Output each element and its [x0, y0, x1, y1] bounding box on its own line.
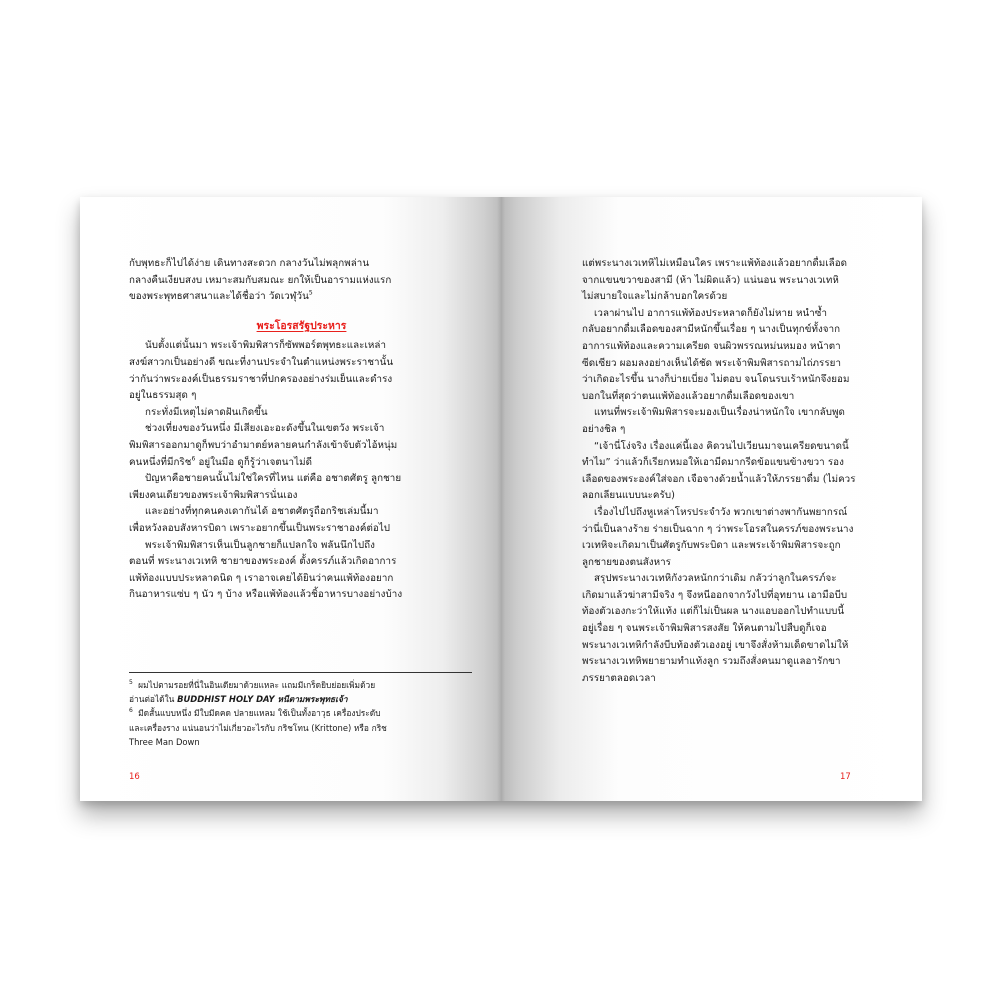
body-line: กับพุทธะก็ไปได้ง่าย เดินทางสะดวก กลางวันไม่พลุกพล่าน	[129, 258, 370, 269]
page-number-right: 17	[840, 772, 851, 782]
body-line: และอย่างที่ทุกคนคงเดากันได้ อชาตศัตรูถือกริชเล่มนี้มา	[145, 506, 379, 518]
body-line: พระนางเวเทหิกำลังบีบท้องตัวเองอยู่ เขาจึงสั่งห้ามเด็ดขาดไม่ให้	[582, 639, 849, 651]
page-number-left: 16	[129, 772, 140, 782]
body-line: สรุปพระนางเวเทหิกังวลหนักกว่าเดิม กลัวว่าลูกในครรภ์จะ	[594, 573, 837, 585]
body-line-text: คนหนึ่งที่มีกริช	[129, 456, 192, 468]
body-line: “เจ้านี่โง่จริง เรื่องแค่นี้เอง คิดวนไปเวียนมาจนเครียดขนาดนี้	[594, 440, 849, 452]
body-line: ซีดเซียว ผอมลงอย่างเห็นได้ชัด พระเจ้าพิมพิสารถามไถ่ภรรยา	[582, 357, 842, 369]
footnote-6	[129, 706, 474, 720]
body-line: ลูกชายของตนสังหาร	[582, 556, 671, 568]
left-page	[80, 197, 501, 801]
body-line: ว่ากันว่าพระองค์เป็นธรรมราชาที่ปกครองอย่างร่มเย็นและดำรง	[129, 373, 393, 385]
body-line: ทำไม” ว่าแล้วก็เรียกหมอให้เอามีดมากรีดข้อแขนข้างขวา รอง	[582, 457, 844, 469]
body-line: พระนางเวเทหิพยายามทำแท้งลูก รวมถึงสั่งคนมาดูแลอารักขา	[582, 656, 841, 668]
footnote-text: อ่านต่อได้ใน	[129, 694, 178, 705]
body-line: แพ้ท้องแบบประหลาดนิด ๆ เราอาจเคยได้ยินว่าคนแพ้ท้องอยาก	[129, 572, 394, 584]
footnote-5	[129, 678, 474, 692]
body-line-text: ของพระพุทธศาสนาและได้ชื่อว่า วัดเวฬุวัน	[129, 291, 309, 303]
footnote-ref-5[interactable]: 5	[308, 289, 313, 297]
body-line	[129, 289, 474, 306]
body-line: เวเทหิจะเกิดมาเป็นศัตรูกับพระบิดา และพระเจ้าพิมพิสารจะถูก	[582, 540, 841, 552]
body-line: ท้องตัวเองกะว่าให้แท้ง แต่ก็ไม่เป็นผล นางแอบออกไปทำแบบนี้	[582, 606, 845, 618]
left-page-body	[129, 256, 474, 604]
footnote-number: 6	[129, 707, 133, 715]
body-line: นับตั้งแต่นั้นมา พระเจ้าพิมพิสารก็ซัพพอร์ตพุทธะและเหล่า	[145, 340, 386, 352]
book-spine	[497, 197, 505, 801]
body-line: แทนที่พระเจ้าพิมพิสารจะมองเป็นเรื่องน่าหนักใจ เขากลับพูด	[594, 407, 845, 419]
body-line: เพียงคนเดียวของพระเจ้าพิมพิสารนั่นเอง	[129, 489, 298, 501]
body-line	[129, 455, 474, 472]
body-line: พระเจ้าพิมพิสารเห็นเป็นลูกชายก็แปลกใจ พลันนึกไปถึง	[145, 539, 375, 551]
body-line: ตอนที่ พระนางเวเทหิ ชายาของพระองค์ ตั้งครรภ์แล้วเกิดอาการ	[129, 556, 397, 568]
body-line: ลอกเลียนแบบนะครับ)	[582, 490, 675, 502]
footnote-text: ผมไปตามรอยที่นี่ในอินเดียมาด้วยแหละ แถมมีเกร็ดยิบย่อยเพิ่มด้วย	[138, 680, 376, 690]
footnote-5-cont	[129, 692, 474, 706]
section-heading: พระโอรสรัฐประหาร	[256, 319, 347, 332]
body-line: สงฆ์สาวกเป็นอย่างดี ขณะที่งานประจำในตำแหน่งพระราชานั้น	[129, 356, 394, 368]
body-line: ว่าเกิดอะไรขึ้น นางก็บ่ายเบี่ยง ไม่ตอบ จนโดนรบเร้าหนักจึงยอม	[582, 374, 850, 386]
open-book	[80, 197, 922, 801]
body-line: เพื่อหวังลอบสังหารบิดา เพราะอยากขึ้นเป็นพระราชาองค์ต่อไป	[129, 522, 391, 534]
right-page-body	[582, 256, 882, 687]
footnote-6-cont: Three Man Down	[129, 736, 200, 747]
body-line: แต่พระนางเวเทหิไม่เหมือนใคร เพราะแพ้ท้องแล้วอยากดื่มเลือด	[582, 258, 848, 269]
body-line: จากแขนขวาของสามี (ห้า ไม่ผิดแล้ว) แน่นอน พระนางเวเทหิ	[582, 274, 839, 286]
body-line: อยู่เรื่อย ๆ จนพระเจ้าพิมพิสารสงสัย ให้คนตามไปสืบดูก็เจอ	[582, 623, 827, 635]
body-line: อยู่ในธรรมสุด ๆ	[129, 390, 197, 402]
body-line: ไม่สบายใจและไม่กล้าบอกใครด้วย	[582, 291, 728, 303]
body-line: ปัญหาคือชายคนนั้นไม่ใช่ใครที่ไหน แต่คือ อชาตศัตรู ลูกชาย	[145, 473, 402, 485]
body-line: กลางคืนเงียบสงบ เหมาะสมกับสมณะ ยกให้เป็นอารามแห่งแรก	[129, 274, 392, 286]
body-line: อย่างชิล ๆ	[582, 423, 626, 435]
body-line: กินอาหารแซ่บ ๆ นัว ๆ บ้าง หรือแพ้ท้องแล้วชิ้อาหารบางอย่างบ้าง	[129, 589, 403, 601]
body-line: ภรรยาตลอดเวลา	[582, 672, 656, 684]
body-line: เวลาผ่านไป อาการแพ้ท้องประหลาดก็ยังไม่หาย หนำซ้ำ	[594, 307, 828, 319]
footnote-divider	[129, 672, 472, 673]
footnote-ref-6[interactable]: 6	[191, 455, 196, 463]
footnotes	[129, 678, 474, 749]
footnote-number: 5	[129, 679, 133, 687]
body-line: กระทั่งมีเหตุไม่คาดฝันเกิดขึ้น	[145, 406, 268, 418]
book-title: BUDDHIST HOLY DAY หนีตามพระพุทธเจ้า	[177, 694, 348, 705]
body-line: อาการแพ้ท้องและความเครียด จนผิวพรรณหม่นหมอง หน้าตา	[582, 340, 841, 352]
body-line: เลือดของพระองค์ใส่จอก เจือจางด้วยน้ำแล้วให้ภรรยาดื่ม (ไม่ควร	[582, 473, 856, 485]
body-line: เรื่องไปไปถึงหูเหล่าโหรประจำวัง พวกเขาต่างพากันพยากรณ์	[594, 506, 848, 518]
body-line: ช่วงเที่ยงของวันหนึ่ง มีเสียงเอะอะดังขึ้นในเขตวัง พระเจ้า	[145, 423, 385, 435]
body-line-text: อยู่ในมือ ดูก็รู้ว่าเจตนาไม่ดี	[195, 456, 313, 468]
footnote-6-cont: และเครื่องราง แน่นอนว่าไม่เกี่ยวอะไรกับ กริชโทน (Krittone) หรือ กริช	[129, 722, 387, 733]
body-line: พิมพิสารออกมาดูก็พบว่าอำมาตย์หลายคนกำลังเข้าจับตัวไอ้หนุ่ม	[129, 439, 398, 451]
body-line: บอกในที่สุดว่าตนแพ้ท้องแล้วอยากดื่มเลือดของเขา	[582, 390, 795, 402]
body-line: ว่านี่เป็นลางร้าย ร่ายเป็นฉาก ๆ ว่าพระโอรสในครรภ์ของพระนาง	[582, 523, 854, 535]
footnote-text: มีดสั้นแบบหนึ่ง มีใบมีดคด ปลายแหลม ใช้เป็นทั้งอาวุธ เครื่องประดับ	[138, 708, 381, 719]
body-line: เกิดมาแล้วฆ่าสามีจริง ๆ จึงหนีออกจากวังไปที่อุทยาน เอามือบีบ	[582, 589, 848, 601]
body-line: กลับอยากดื่มเลือดของสามีหนักขึ้นเรื่อย ๆ นางเป็นทุกข์ทั้งจาก	[582, 324, 841, 336]
right-page	[501, 197, 922, 801]
